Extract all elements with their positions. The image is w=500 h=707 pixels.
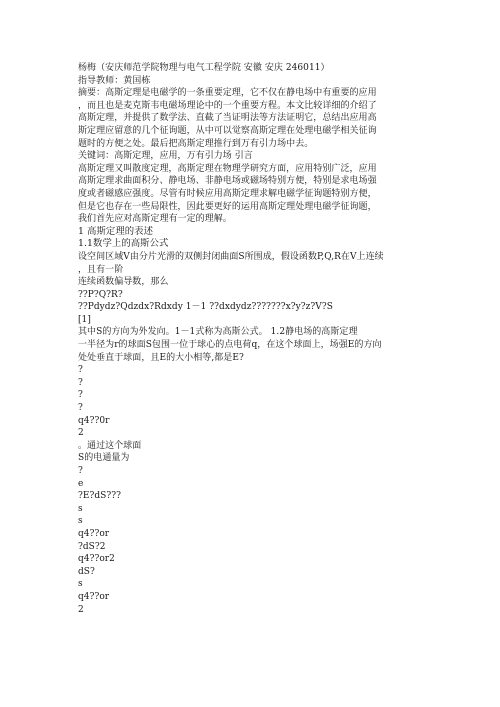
text-line: s [78, 503, 83, 514]
text-line: 高斯定理又叫散度定理，高斯定理在物理学研究方面，应用特别广泛，应用 [78, 163, 377, 174]
text-line: e [78, 478, 84, 489]
text-line: s [78, 516, 83, 527]
text-line: 度或者磁感应强度。尽管有时候应用高斯定理求解电磁学征询题特别方便， [78, 188, 377, 199]
text-line: 指导教师：黄国栋 [78, 75, 151, 86]
text-line: 我们首先应对高斯定理有一定的理解。 [78, 214, 232, 225]
document-body [78, 62, 418, 616]
text-line: q4??or [78, 591, 110, 602]
text-line: [1] [78, 314, 91, 325]
text-line: dS? [78, 566, 95, 577]
text-line: 处处垂直于球面，且E的大小相等,都是E? [78, 352, 244, 363]
text-line: ?dS?2 [78, 541, 106, 552]
text-line: ? [78, 466, 83, 476]
text-line: ??P?Q?R? [78, 289, 123, 300]
text-line: ? [78, 403, 83, 414]
text-line: 其中S的方向为外发向。1－1式称为高斯公式。 1.2静电场的高斯定理 [78, 327, 358, 338]
text-line: ? [78, 365, 83, 376]
text-line: 杨梅（安庆师范学院物理与电气工程学院 安徽 安庆 246011） [78, 63, 330, 73]
text-line: S的电通量为 [78, 453, 130, 464]
text-line: 关键词：高斯定理，应用，万有引力场 引言 [78, 151, 253, 162]
text-line: 1 高斯定理的表述 [78, 225, 154, 237]
text-line: 高斯定理，并提供了数学法、直截了当证明法等方法证明它，总结出应用高 [78, 113, 377, 124]
text-line: ，且有一阶 [78, 264, 124, 275]
text-line: q4??or2 [78, 554, 115, 565]
text-line: 2 [78, 604, 84, 615]
text-line: 高斯定理求曲面积分、静电场、非静电场或磁场特别方便，特别是求电场强 [78, 176, 377, 187]
text-line: 斯定理应留意的几个征询题，从中可以觉察高斯定理在处理电磁学相关征询 [78, 125, 377, 136]
text-line: 连续函数偏导数，那么 [78, 277, 169, 288]
text-line: s [78, 579, 83, 590]
text-line: q4??0r [78, 415, 110, 426]
text-line: 但是它也存在一些局限性，因此要更好的运用高斯定理处理电磁学征询题， [78, 201, 377, 212]
text-line: ? [78, 390, 83, 401]
text-line: 摘要：高斯定理是电磁学的一条重要定理，它不仅在静电场中有重要的应用 [78, 88, 377, 99]
text-line: 2 [78, 428, 84, 439]
text-line: ? [78, 377, 83, 388]
text-line: ??Pdydz?Qdzdx?Rdxdy 1－1 ??dxdydz???????x?y?z?V?S [78, 302, 333, 313]
text-line: 设空间区域V由分片光滑的双侧封闭曲面S所围成，假设函数P,Q,R在V上连续 [78, 251, 384, 262]
text-line: q4??or [78, 528, 110, 539]
text-line: 。通过这个球面 [78, 440, 142, 451]
text-line: 一半径为r的球面S包围一位于球心的点电荷q，在这个球面上，场强E的方向 [78, 340, 382, 351]
text-line: 1.1数学上的高斯公式 [78, 238, 169, 250]
text-line: 题时的方便之处。最后把高斯定理推行到万有引力场中去。 [78, 138, 314, 149]
text-line: ?E?dS??? [78, 491, 122, 502]
text-line: ，而且也是麦克斯韦电磁场理论中的一个重要方程。本文比较详细的介绍了 [78, 100, 377, 111]
